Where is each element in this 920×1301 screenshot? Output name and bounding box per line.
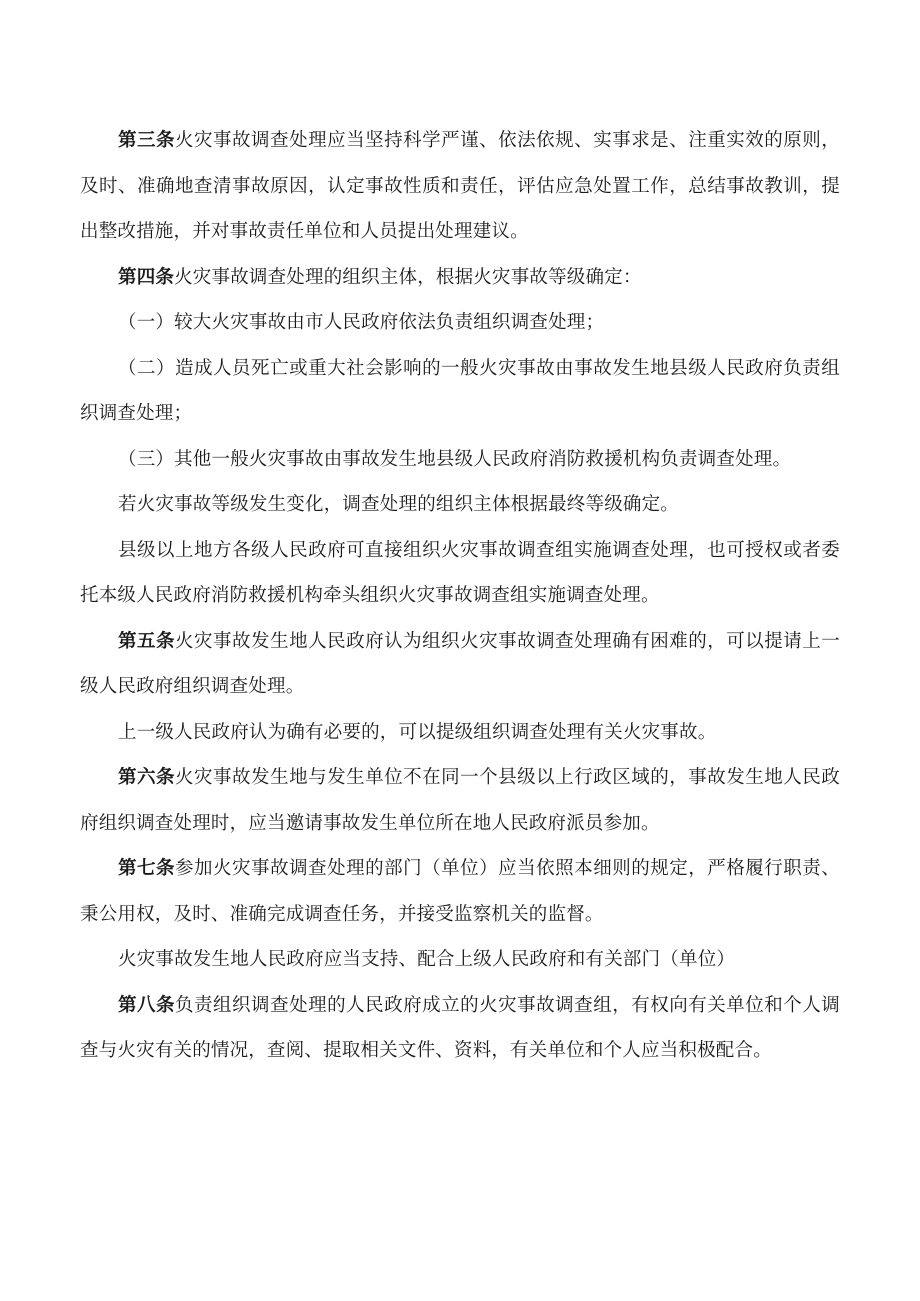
paragraph-text: 火灾事故调查处理应当坚持科学严谨、依法依规、实事求是、注重实效的原则，及时、准确地查清事故原因，认定事故性质和责任，评估应急处置工作，总结事故教训，提出整改措施，并对事故责任单位和人员提出处理建议。	[80, 130, 840, 242]
paragraph-text: 火灾事故发生地与发生单位不在同一个县级以上行政区域的，事故发生地人民政府组织调查处理时，应当邀请事故发生单位所在地人民政府派员参加。	[80, 767, 840, 834]
paragraph-article-4	[80, 255, 840, 301]
paragraph-article-3	[80, 118, 840, 255]
article-heading: 第八条	[118, 994, 176, 1016]
paragraph-text: 上一级人民政府认为确有必要的，可以提级组织调查处理有关火灾事故。	[118, 721, 717, 743]
paragraph-text: 若火灾事故等级发生变化，调查处理的组织主体根据最终等级确定。	[118, 494, 680, 515]
paragraph-text: 县级以上地方各级人民政府可直接组织火灾事故调查组实施调查处理，也可授权或者委托本级人民政府消防救援机构牵头组织火灾事故调查组实施调查处理。	[80, 539, 840, 606]
paragraph-text: 火灾事故发生地人民政府应当支持、配合上级人民政府和有关部门（单位）	[118, 949, 736, 970]
article-heading: 第五条	[118, 630, 176, 652]
paragraph-item-2	[80, 346, 840, 437]
paragraph-text: （二）造成人员死亡或重大社会影响的一般火灾事故由事故发生地县级人民政府负责组织调查处理；	[80, 357, 840, 424]
article-heading: 第四条	[118, 266, 175, 288]
paragraph-article-7	[80, 846, 840, 937]
paragraph-item-1	[80, 300, 840, 346]
paragraph-text: （一）较大火灾事故由市人民政府依法负责组织调查处理；	[118, 312, 605, 333]
paragraph-article-8	[80, 983, 840, 1074]
article-heading: 第七条	[118, 858, 176, 879]
document-body	[80, 118, 840, 1074]
article-heading: 第六条	[118, 767, 176, 788]
paragraph-text: 参加火灾事故调查处理的部门（单位）应当依照本细则的规定，严格履行职责、秉公用权，及时、准确完成调查任务，并接受监察机关的监督。	[80, 858, 840, 925]
paragraph-text: 火灾事故发生地人民政府认为组织火灾事故调查处理确有困难的，可以提请上一级人民政府组织调查处理。	[80, 630, 840, 697]
paragraph-article-5	[80, 619, 840, 710]
paragraph-article-6	[80, 755, 840, 846]
paragraph-text: 负责组织调查处理的人民政府成立的火灾事故调查组，有权向有关单位和个人调查与火灾有关的情况，查阅、提取相关文件、资料，有关单位和个人应当积极配合。	[80, 994, 840, 1061]
paragraph-level-change	[80, 482, 840, 528]
article-heading: 第三条	[118, 130, 176, 151]
paragraph-authorization	[80, 528, 840, 619]
paragraph-support	[80, 937, 840, 983]
paragraph-text: （三）其他一般火灾事故由事故发生地县级人民政府消防救援机构负责调查处理。	[118, 448, 792, 470]
paragraph-item-3	[80, 437, 840, 483]
paragraph-escalation	[80, 710, 840, 756]
paragraph-text: 火灾事故调查处理的组织主体，根据火灾事故等级确定：	[174, 266, 642, 288]
